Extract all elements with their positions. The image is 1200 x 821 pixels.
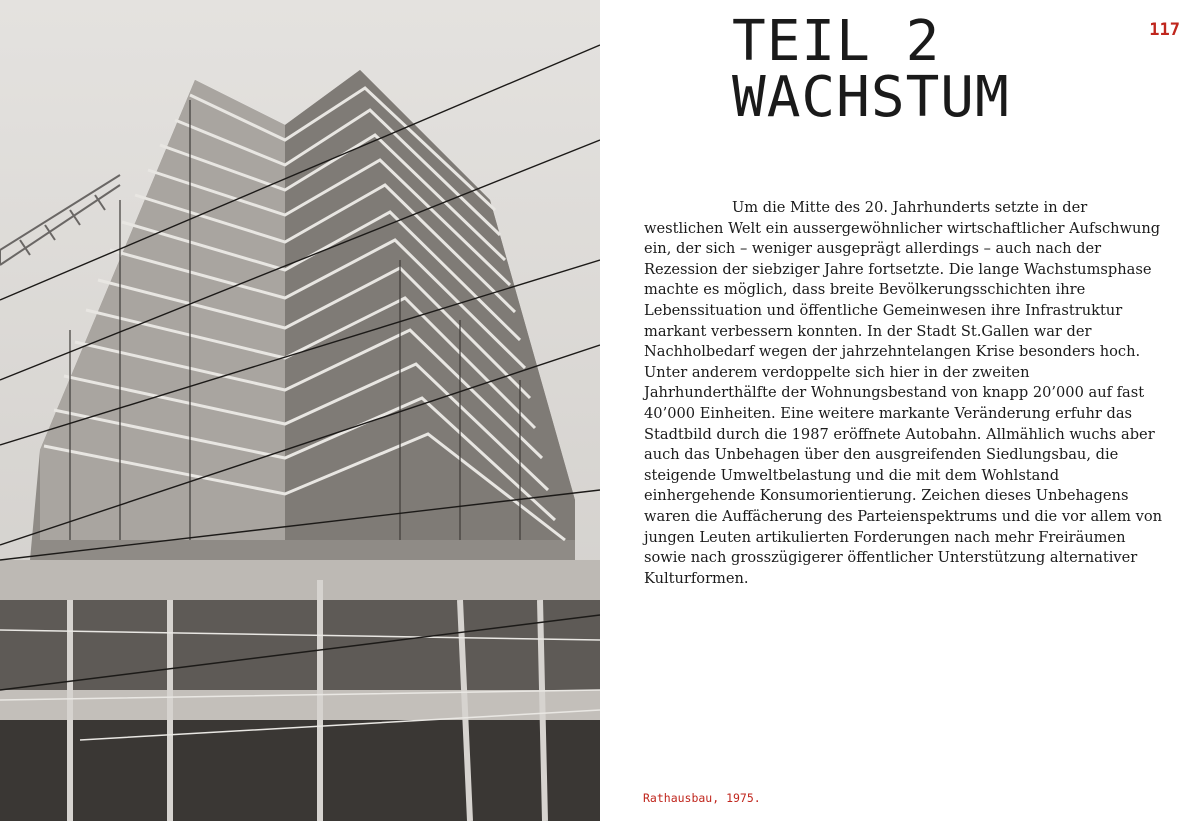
text-page: [600, 0, 1200, 821]
page-number: 117: [1149, 20, 1180, 40]
chapter-title-line-1: TEIL 2: [732, 9, 941, 74]
chapter-title: [732, 9, 1010, 130]
photo-caption: Rathausbau, 1975.: [643, 791, 761, 805]
body-paragraph: Um die Mitte des 20. Jahrhunderts setzte in der westlichen Welt ein aussergewöhnlicher wirtschaftlicher Aufschwung ein, der sich – weniger ausgeprägt allerdings – auch nach der Rezession der siebziger Jahre fortsetzte. Die lange Wachstumsphase machte es möglich, dass breite Bevölkerungsschichten ihre Lebenssituation und öffentliche Gemeinwesen ihre Infrastruktur markant verbessern konnten. In der Stadt St.Gallen war der Nachholbedarf wegen der jahrzehntelangen Krise besonders hoch. Unter anderem verdoppelte sich hier in der zweiten Jahrhunderthälfte der Wohnungsbestand von knapp 20’000 auf fast 40’000 Einheiten. Eine weitere markante Veränderung erfuhr das Stadtbild durch die 1987 eröffnete Autobahn. Allmählich wuchs aber auch das Unbehagen über den ausgreifenden Siedlungsbau, die steigende Umweltbelastung und die mit dem Wohlstand einhergehende Konsumorientierung. Zeichen dieses Unbehagens waren die Auffächerung des Parteienspektrums und die vor allem von jungen Leuten artikulierten Forderungen nach mehr Freiräumen sowie nach grosszügigerer öffentlicher Unterstützung alternativer Kulturformen.: [644, 199, 1163, 587]
chapter-title-line-2: WACHSTUM: [732, 65, 1010, 130]
podium: [0, 560, 600, 821]
